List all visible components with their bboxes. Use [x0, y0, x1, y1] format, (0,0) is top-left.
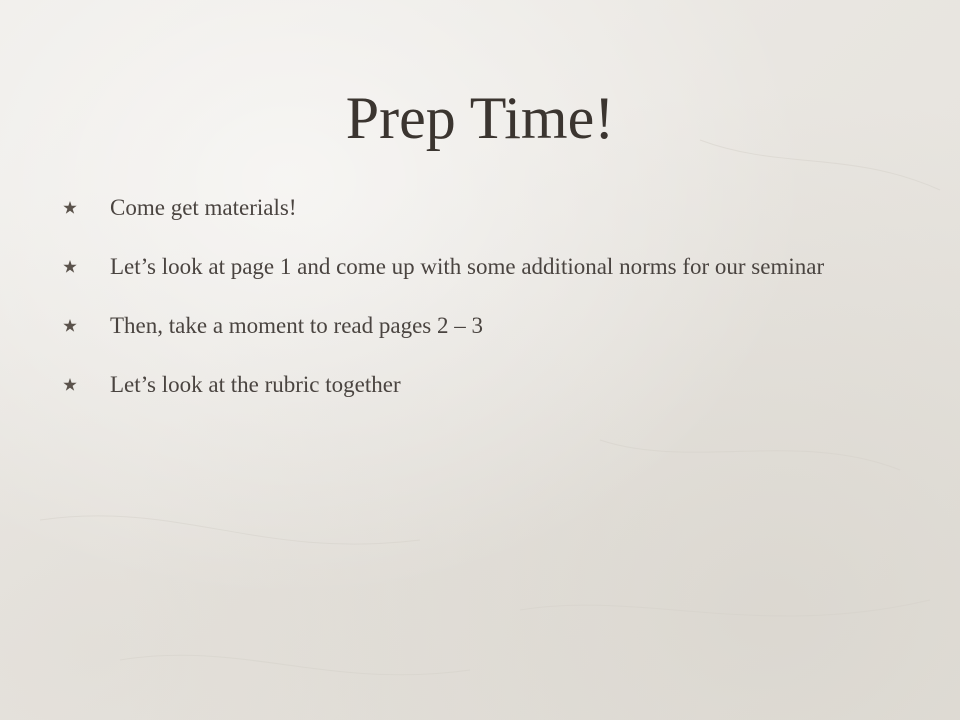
bullet-text: Let’s look at the rubric together — [110, 372, 401, 397]
bullet-text: Then, take a moment to read pages 2 – 3 — [110, 313, 483, 338]
bullet-item — [62, 192, 882, 223]
bullet-text: Come get materials! — [110, 195, 297, 220]
bullet-item — [62, 369, 882, 400]
asterisk-star-icon — [62, 377, 78, 393]
asterisk-star-icon — [62, 259, 78, 275]
asterisk-star-icon — [62, 200, 78, 216]
bullet-text: Let’s look at page 1 and come up with some additional norms for our seminar — [110, 254, 825, 279]
bullet-item — [62, 251, 882, 282]
asterisk-star-icon — [62, 318, 78, 334]
bullet-item — [62, 310, 882, 341]
bullet-list — [62, 192, 882, 400]
slide-title: Prep Time! — [345, 85, 615, 151]
